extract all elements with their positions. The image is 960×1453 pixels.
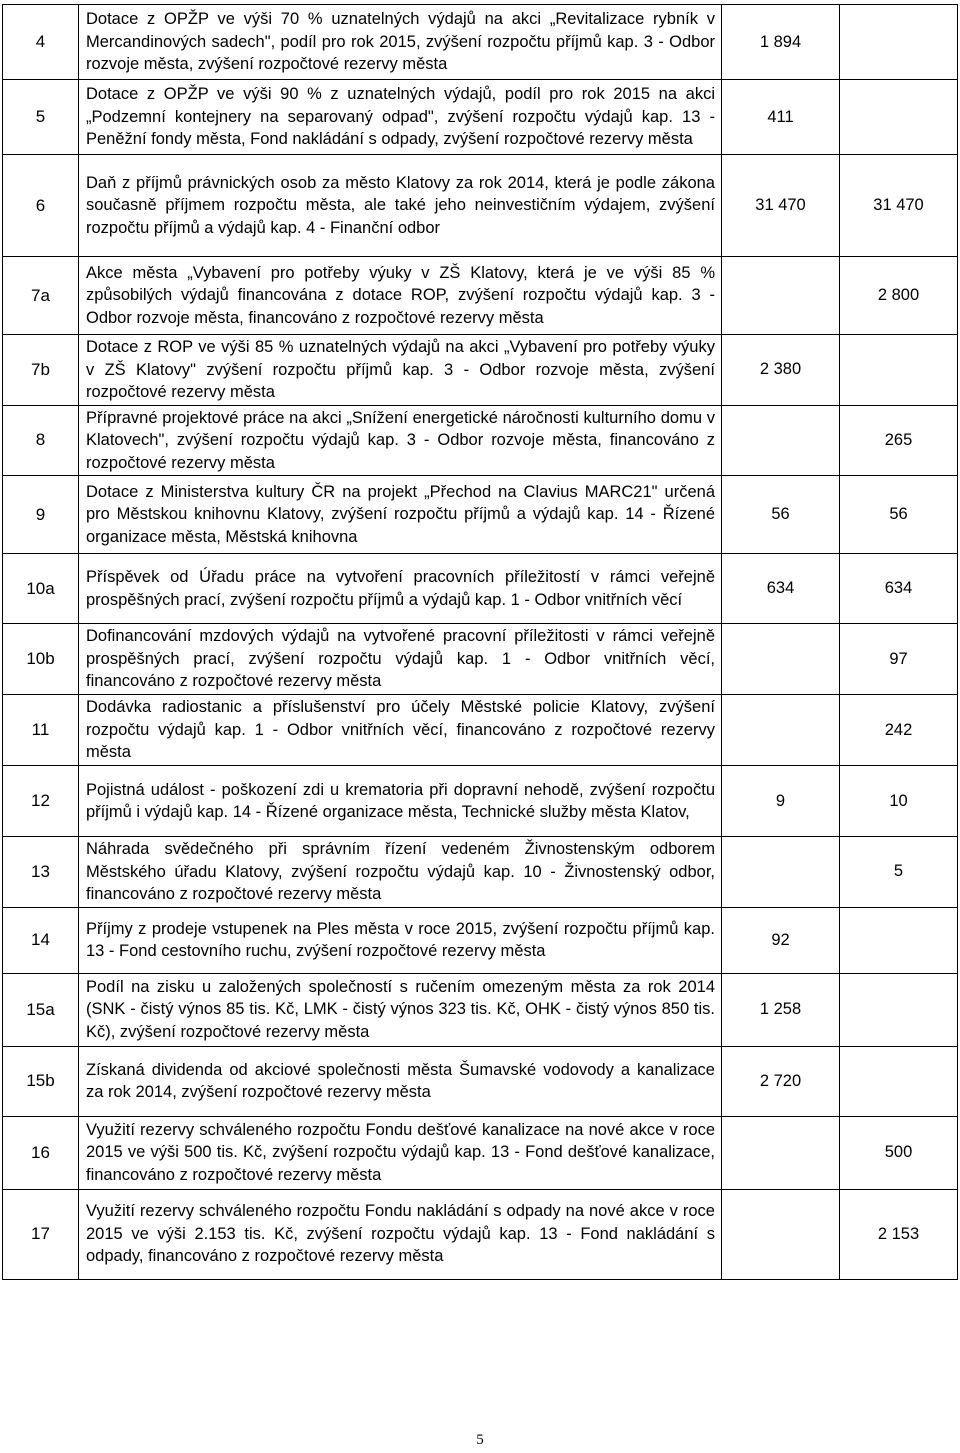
table-row	[3, 335, 958, 406]
row-value-1	[722, 695, 840, 766]
row-value-2: 97	[840, 624, 958, 695]
row-value-1: 9	[722, 766, 840, 837]
row-description: Získaná dividenda od akciové společnosti města Šumavské vodovody a kanalizace za rok 2014, zvýšení rozpočtové rezervy města	[79, 1046, 722, 1116]
row-value-1	[722, 837, 840, 908]
row-number: 10b	[3, 624, 79, 695]
row-description: Dotace z Ministerstva kultury ČR na projekt „Přechod na Clavius MARC21" určená pro Městskou knihovnu Klatovy, zvýšení rozpočtu příjmů a výdajů kap. 14 - Řízené organizace města, Městská knihovna	[79, 476, 722, 554]
row-number: 10a	[3, 554, 79, 624]
row-description: Dotace z OPŽP ve výši 90 % z uznatelných výdajů, podíl pro rok 2015 na akci „Podzemní kontejnery na separovaný odpad", zvýšení rozpočtu výdajů kap. 13 - Peněžní fondy města, Fond nakládání s odpady, zvýšení rozpočtové rezervy města	[79, 80, 722, 155]
row-value-1	[722, 624, 840, 695]
budget-changes-table	[2, 4, 958, 1280]
row-description: Příjmy z prodeje vstupenek na Ples města v roce 2015, zvýšení rozpočtu příjmů kap. 13 - Fond cestovního ruchu, zvýšení rozpočtové rezervy města	[79, 907, 722, 973]
row-number: 14	[3, 907, 79, 973]
row-value-2	[840, 80, 958, 155]
row-number: 17	[3, 1189, 79, 1279]
row-value-1: 1 258	[722, 973, 840, 1046]
row-value-1: 2 380	[722, 335, 840, 406]
row-value-2	[840, 335, 958, 406]
row-number: 9	[3, 476, 79, 554]
table-row	[3, 1116, 958, 1189]
row-value-2	[840, 5, 958, 80]
table-body	[3, 5, 958, 1280]
row-description: Dotace z ROP ve výši 85 % uznatelných výdajů na akci „Vybavení pro potřeby výuky v ZŠ Klatovy" zvýšení rozpočtu příjmů kap. 3 - Odbor rozvoje města, zvýšení rozpočtové rezervy města	[79, 335, 722, 406]
row-number: 4	[3, 5, 79, 80]
row-description: Využití rezervy schváleného rozpočtu Fondu dešťové kanalizace na nové akce v roce 2015 ve výši 500 tis. Kč, zvýšení rozpočtu výdajů kap. 13 - Fond dešťové kanalizace, financováno z rozpočtové rezervy města	[79, 1116, 722, 1189]
row-value-1: 411	[722, 80, 840, 155]
row-number: 11	[3, 695, 79, 766]
table-row	[3, 476, 958, 554]
row-value-1	[722, 257, 840, 335]
row-value-2: 31 470	[840, 155, 958, 257]
row-value-2: 5	[840, 837, 958, 908]
row-number: 8	[3, 405, 79, 476]
table-row	[3, 766, 958, 837]
row-value-2: 242	[840, 695, 958, 766]
row-number: 5	[3, 80, 79, 155]
page-number: 5	[476, 1432, 484, 1448]
row-number: 13	[3, 837, 79, 908]
row-number: 7b	[3, 335, 79, 406]
row-description: Využití rezervy schváleného rozpočtu Fondu nakládání s odpady na nové akce v roce 2015 ve výši 2.153 tis. Kč, zvýšení rozpočtu výdajů kap. 13 - Fond nakládání s odpady, financováno z rozpočtové rezervy města	[79, 1189, 722, 1279]
row-value-2: 2 800	[840, 257, 958, 335]
row-value-2: 265	[840, 405, 958, 476]
row-value-1: 634	[722, 554, 840, 624]
table-row	[3, 1189, 958, 1279]
table-row	[3, 837, 958, 908]
table-row	[3, 695, 958, 766]
table-row	[3, 80, 958, 155]
row-description: Dofinancování mzdových výdajů na vytvořené pracovní příležitosti v rámci veřejně prospěšných prací, zvýšení rozpočtu výdajů kap. 1 - Odbor vnitřních věcí, financováno z rozpočtové rezervy města	[79, 624, 722, 695]
row-value-2: 634	[840, 554, 958, 624]
row-value-1: 1 894	[722, 5, 840, 80]
row-description: Pojistná událost - poškození zdi u krematoria při dopravní nehodě, zvýšení rozpočtu příjmů i výdajů kap. 14 - Řízené organizace města, Technické služby města Klatov,	[79, 766, 722, 837]
row-value-1: 31 470	[722, 155, 840, 257]
table-row	[3, 1046, 958, 1116]
row-number: 15b	[3, 1046, 79, 1116]
row-value-2: 10	[840, 766, 958, 837]
table-row	[3, 405, 958, 476]
row-description: Akce města „Vybavení pro potřeby výuky v ZŠ Klatovy, která je ve výši 85 % způsobilých výdajů financována z dotace ROP, zvýšení rozpočtu výdajů kap. 3 - Odbor rozvoje města, financováno z rozpočtové rezervy města	[79, 257, 722, 335]
table-row	[3, 973, 958, 1046]
row-number: 6	[3, 155, 79, 257]
table-row	[3, 5, 958, 80]
row-value-2	[840, 907, 958, 973]
row-number: 12	[3, 766, 79, 837]
row-number: 7a	[3, 257, 79, 335]
table-row	[3, 554, 958, 624]
row-description: Dodávka radiostanic a příslušenství pro účely Městské policie Klatovy, zvýšení rozpočtu výdajů kap. 1 - Odbor vnitřních věcí, financováno z rozpočtové rezervy města	[79, 695, 722, 766]
row-value-1: 56	[722, 476, 840, 554]
table-row	[3, 907, 958, 973]
row-value-2	[840, 973, 958, 1046]
row-value-1	[722, 405, 840, 476]
row-description: Přípravné projektové práce na akci „Snížení energetické náročnosti kulturního domu v Klatovech", zvýšení rozpočtu výdajů kap. 3 - Odbor rozvoje města, financováno z rozpočtové rezervy města	[79, 405, 722, 476]
row-value-2: 2 153	[840, 1189, 958, 1279]
row-description: Náhrada svědečného při správním řízení vedeném Živnostenským odborem Městského úřadu Klatovy, zvýšení rozpočtu výdajů kap. 10 - Živnostenský odbor, financováno z rozpočtové rezervy města	[79, 837, 722, 908]
row-description: Podíl na zisku u založených společností s ručením omezeným města za rok 2014 (SNK - čistý výnos 85 tis. Kč, LMK - čistý výnos 323 tis. Kč, OHK - čistý výnos 850 tis. Kč), zvýšení rozpočtové rezervy města	[79, 973, 722, 1046]
row-value-1	[722, 1189, 840, 1279]
row-value-2	[840, 1046, 958, 1116]
row-value-1	[722, 1116, 840, 1189]
row-value-1: 92	[722, 907, 840, 973]
table-row	[3, 624, 958, 695]
row-description: Daň z příjmů právnických osob za město Klatovy za rok 2014, která je podle zákona současně příjmem rozpočtu města, ale také jeho neinvestičním výdajem, zvýšení rozpočtu příjmů a výdajů kap. 4 - Finanční odbor	[79, 155, 722, 257]
row-value-1: 2 720	[722, 1046, 840, 1116]
row-description: Dotace z OPŽP ve výši 70 % uznatelných výdajů na akci „Revitalizace rybník v Mercandinových sadech", podíl pro rok 2015, zvýšení rozpočtu příjmů kap. 3 - Odbor rozvoje města, zvýšení rozpočtové rezervy města	[79, 5, 722, 80]
table-row	[3, 257, 958, 335]
row-number: 16	[3, 1116, 79, 1189]
row-number: 15a	[3, 973, 79, 1046]
table-row	[3, 155, 958, 257]
row-value-2: 500	[840, 1116, 958, 1189]
row-description: Příspěvek od Úřadu práce na vytvoření pracovních příležitostí v rámci veřejně prospěšných prací, zvýšení rozpočtu příjmů a výdajů kap. 1 - Odbor vnitřních věcí	[79, 554, 722, 624]
row-value-2: 56	[840, 476, 958, 554]
